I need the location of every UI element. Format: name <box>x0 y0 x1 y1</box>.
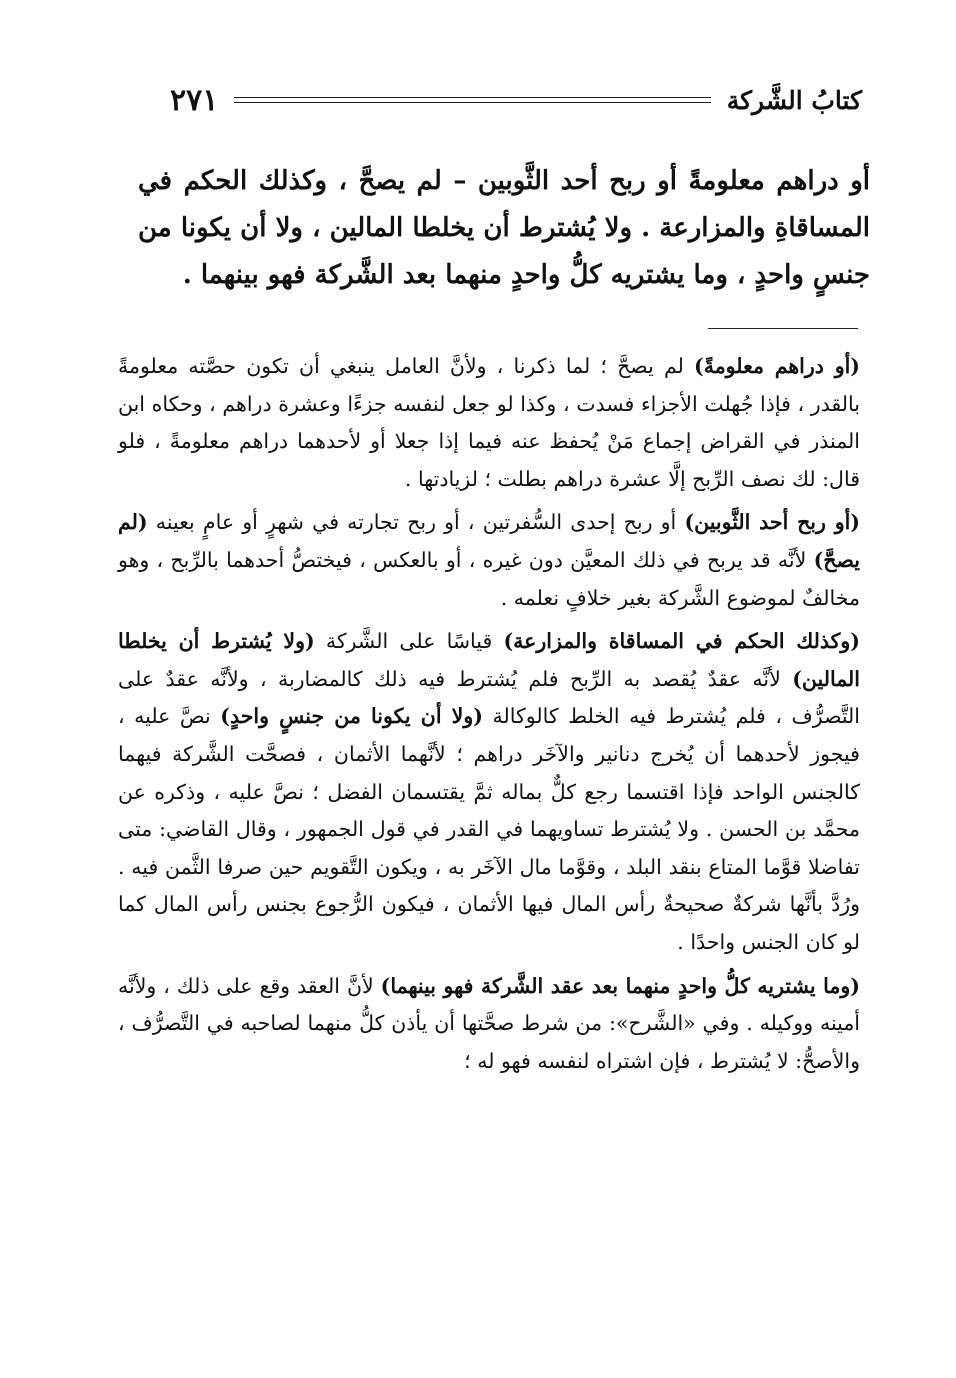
commentary-text: لأنَّ العقد وقع على ذلك ، ولأنَّه أمينه ووكيله . وفي «الشَّرح»: من شرط صحَّتها أن يأذن كلُّ منهما لصاحبه في التَّصرُّف ، والأصحُّ: لا يُشترط ، فإن اشتراه لنفسه فهو له ؛ <box>118 973 860 1073</box>
commentary-paragraph <box>118 504 860 617</box>
lemma: (ولا أن يكونا من جنسٍ واحدٍ) <box>220 704 483 729</box>
commentary-paragraph <box>118 348 860 498</box>
commentary-text: لأنَّه قد يربح في ذلك المعيَّن دون غيره ، أو بالعكس ، فيختصُّ أحدهما بالرِّبح ، وهو مخالفٌ لموضوع الشَّركة بغير خلافٍ نعلمه . <box>118 547 860 610</box>
commentary-text: لأنَّه عقدٌ يُقصد به الرِّبح فلم يُشترط فيه ذلك كالمضاربة ، ولأنَّه عقدٌ على التَّصرُّف ، فلم يُشترط فيه الخلط كالوكالة <box>118 666 860 729</box>
lemma: (لم يصحَّ) <box>118 510 860 572</box>
lemma: (وما يشتريه كلُّ واحدٍ منهما بعد عقد الشَّركة فهو بينهما) <box>380 973 860 998</box>
chapter-title: كتابُ الشَّركة <box>726 85 862 115</box>
page-number: ٢٧١ <box>170 82 219 118</box>
lemma: (وكذلك الحكم في المساقاة والمزارعة) <box>503 629 860 654</box>
commentary-text: نصَّ عليه ، فيجوز لأحدهما أن يُخرج دنانير والآخَر دراهم ؛ لأنَّهما الأثمان ، فصحَّت الشَّركة فيهما كالجنس الواحد فإذا اقتسما رجع كلٌّ بماله ثمَّ يقتسمان الفضل ؛ نصَّ عليه ، وذكره عن محمَّد بن الحسن . ولا يُشترط تساويهما في القدر في قول الجمهور ، وقال القاضي: متى تفاضلا قوَّما المتاع بنقد البلد ، وقوَّما مال الآخَر به ، ويكون التَّقويم حين صرفا الثَّمن فيه . ورُدَّ بأنَّها شركةٌ صحيحةٌ رأس المال فيها الأثمان ، فيكون الرُّجوع بجنس رأس المال كما لو كان الجنس واحدًا . <box>118 704 860 954</box>
commentary-text: أو ربح إحدى السُّفرتين ، أو ربح تجارته في شهرٍ أو عامٍ بعينه <box>147 510 685 535</box>
header-rule <box>234 97 710 103</box>
matn-paragraph: أو دراهم معلومةً أو ربح أحد الثَّوبين – لم يصحَّ ، وكذلك الحكم في المساقاةِ والمزارعة . ولا يُشترط أن يخلطا المالين ، ولا أن يكونا من جنسٍ واحدٍ ، وما يشتريه كلُّ واحدٍ منهما بعد الشَّركة فهو بينهما . <box>138 166 870 290</box>
commentary-text: قياسًا على الشَّركة <box>314 629 504 654</box>
lemma: (ولا يُشترط أن يخلطا المالين) <box>118 629 860 691</box>
commentary-block <box>118 348 860 1086</box>
lemma: (أو ربح أحد الثَّوبين) <box>684 510 860 535</box>
commentary-paragraph <box>118 623 860 961</box>
matn-text-block <box>138 158 870 299</box>
lemma: (أو دراهم معلومةً) <box>694 354 860 378</box>
commentary-text: لم يصحَّ ؛ لما ذكرنا ، ولأنَّ العامل ينبغي أن تكون حصَّته معلومةً بالقدر ، فإذا جُهلت الأجزاء فسدت ، وكذا لو جعل لنفسه جزءًا وعشرة دراهم ، وحكاه ابن المنذر في القراض إجماع مَنْ يُحفظ عنه فيما إذا جعلا أو لأحدهما دراهم معلومةً ، فلو قال: لك نصف الرِّبح إلَّا عشرة دراهم بطلت ؛ لزيادتها . <box>118 354 860 491</box>
page-header <box>170 78 862 122</box>
footnote-separator <box>708 328 858 329</box>
commentary-paragraph <box>118 968 860 1081</box>
